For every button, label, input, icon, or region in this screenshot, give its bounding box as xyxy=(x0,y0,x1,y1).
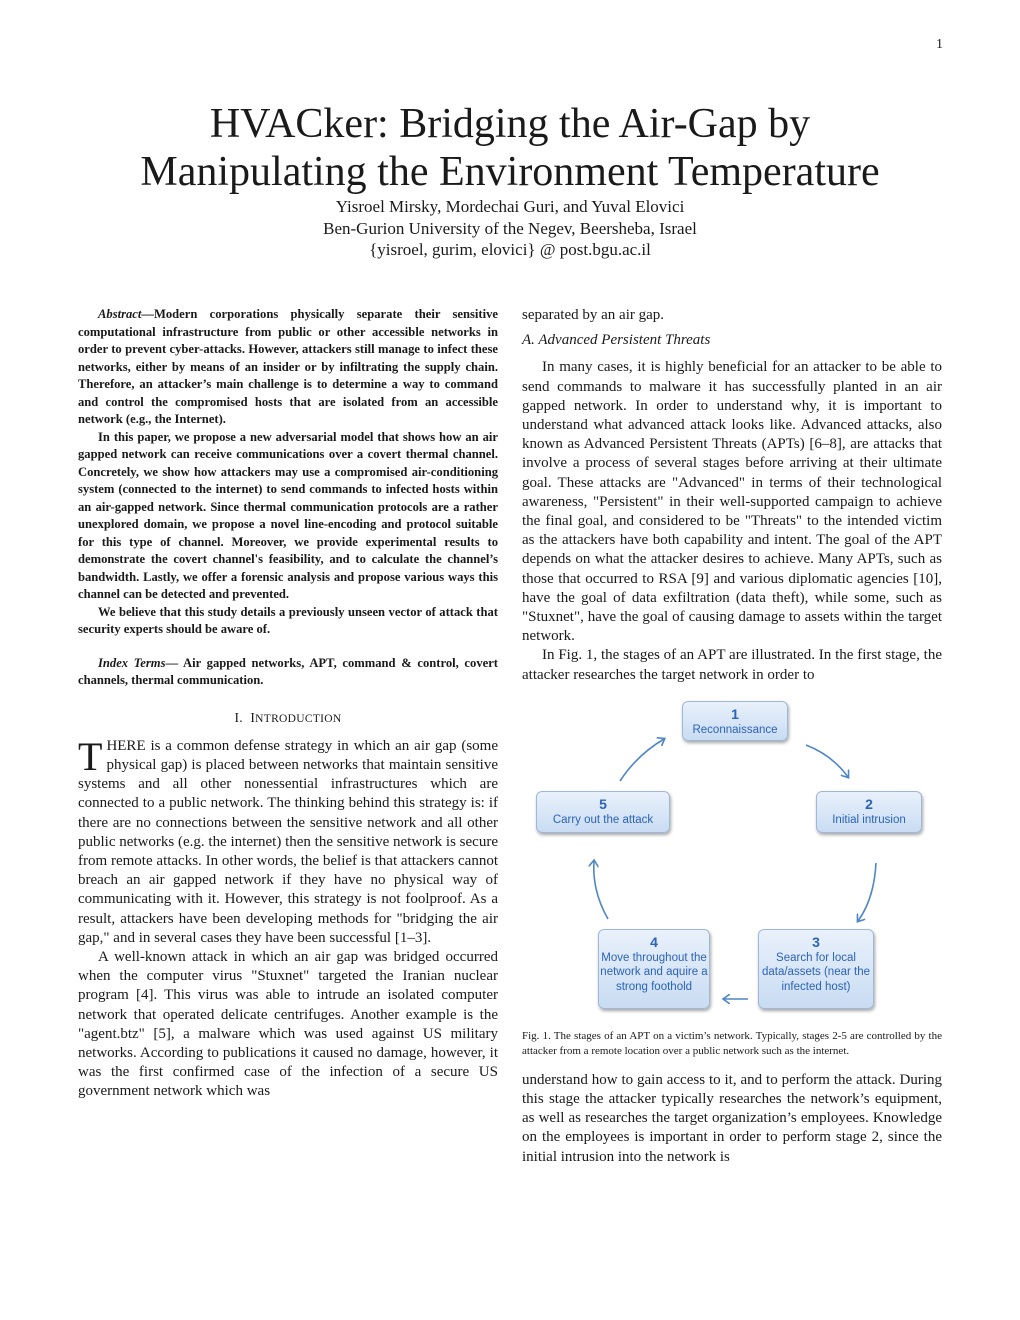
title-line-2: Manipulating the Environment Temperature xyxy=(140,149,880,195)
stage-2-label: Initial intrusion xyxy=(832,813,906,826)
drop-cap: T xyxy=(78,733,103,779)
stage-1-reconnaissance xyxy=(682,701,788,741)
arrow-2-to-3 xyxy=(858,863,876,921)
index-terms-lead: Index Terms xyxy=(98,655,166,670)
paper-title xyxy=(0,100,1020,196)
apt-paragraph-1: In many cases, it is highly beneficial for an attacker to be able to send commands to malware it has successfully planted in an air gapped network. In order to understand why, it is important to understand what advanced attack looks like. Advanced attacks, also known as Advanced Persistent Threats (APTs) [6–8], are attacks that involve a process of several stages before arriving at their ultimate goal. These attacks are "Advanced" in terms of their technological awareness, "Persistent" in their well-supported campaign to achieve the final goal, and considered to be "Threats" to the intended victim as the attackers have both capability and intent. The goal of the APT depends on what the attacker desires to achieve. Many APTs, such as those that occurred to RSA [9] and various diplomatic agencies [10], have the goal of data exfiltration (data theft), while some, such as "Stuxnet", have the goal of causing damage to assets within the target network. xyxy=(522,359,942,645)
section-title-first: I xyxy=(250,709,256,725)
author-block xyxy=(0,196,1020,261)
section-title-rest: NTRODUCTION xyxy=(255,712,342,725)
arrow-5-to-1 xyxy=(620,739,664,781)
stage-5-number: 5 xyxy=(599,795,607,812)
arrow-1-to-2 xyxy=(806,745,848,777)
section-heading-introduction xyxy=(78,708,498,729)
figure-apt-stages xyxy=(522,695,942,1025)
author-affiliation: Ben-Gurion University of the Negev, Beersheba, Israel xyxy=(323,218,697,238)
intro-paragraph-2: A well-known attack in which an air gap was bridged occurred when the computer virus "Stuxnet" targeted the Iranian nuclear program [4]. This virus was able to intrude an isolated computer network that operated delicate centrifuges. Another example is the "agent.btz" [5], a malware which was used against US military networks. According to publications it caused no damage, however, it was the first confirmed case of the infection of a secure US government network which was xyxy=(78,948,498,1100)
abstract-paragraph-3: We believe that this study details a previously unseen vector of attack that security experts should be aware of. xyxy=(78,604,498,636)
stage-3-search-assets xyxy=(758,929,874,1009)
stage-4-number: 4 xyxy=(650,933,658,950)
stage-1-number: 1 xyxy=(731,705,739,722)
apt-paragraph-3: understand how to gain access to it, and to perform the attack. During this stage the attacker typically researches the network’s equipment, as well as researches the target organization’s employees. Knowledge on the employees is important in order to perform stage 2, since the initial intrusion into the network is xyxy=(522,1071,942,1165)
continued-text: separated by an air gap. xyxy=(522,307,665,323)
title-line-1: HVACker: Bridging the Air-Gap by xyxy=(209,101,811,147)
stage-4-label: Move throughout the network and aquire a strong foothold xyxy=(600,951,708,993)
abstract-paragraph-1 xyxy=(78,306,498,429)
abstract xyxy=(78,306,498,639)
left-column xyxy=(78,306,498,1102)
stage-5-label: Carry out the attack xyxy=(552,813,654,826)
stage-4-move-throughout xyxy=(598,929,710,1009)
abstract-lead: Abstract xyxy=(98,307,142,321)
intro-paragraph-1 xyxy=(78,733,498,948)
stage-3-number: 3 xyxy=(812,933,820,950)
index-terms-text: — Air gapped networks, APT, command & control, covert channels, thermal communication. xyxy=(78,655,498,687)
apt-paragraph-2: In Fig. 1, the stages of an APT are illustrated. In the first stage, the attacker researches the target network in order to xyxy=(522,647,942,683)
right-column xyxy=(522,306,942,1167)
figure-caption: Fig. 1. The stages of an APT on a victim’s network. Typically, stages 2-5 are controlled by the attacker from a remote location over a public network such as the internet. xyxy=(522,1029,942,1057)
stage-3-label: Search for local data/assets (near the infected host) xyxy=(761,951,871,993)
index-terms xyxy=(78,655,498,690)
page-number: 1 xyxy=(936,37,943,52)
subsection-heading: A. Advanced Persistent Threats xyxy=(522,332,711,349)
author-email: {yisroel, gurim, elovici} @ post.bgu.ac.il xyxy=(369,240,651,259)
section-number: I. xyxy=(234,709,243,725)
arrow-4-to-5 xyxy=(594,861,608,919)
stage-1-label: Reconnaissance xyxy=(692,723,778,736)
author-names: Yisroel Mirsky, Mordechai Guri, and Yuval Elovici xyxy=(335,197,685,216)
stage-arrows xyxy=(522,695,942,1025)
abstract-text-1: —Modern corporations physically separate their sensitive computational infrastructure from public or other accessible networks in order to prevent cyber-attacks. However, attackers still manage to infect these networks, either by means of an insider or by infiltrating the supply chain. Therefore, an attacker’s main challenge is to determine a way to command and control the compromised hosts that are isolated from an accessible network (e.g., the Internet). xyxy=(78,307,498,426)
intro-text-1: HERE is a common defense strategy in which an air gap (some physical gap) is placed between networks that maintain sensitive systems and all other nonessential infrastructures which are connected to a public network. The thinking behind this strategy is: if there are no connections between the sensitive network and all other public networks (e.g. the internet) then the sensitive network is secure from remote attacks. In other words, the belief is that attackers cannot breach an air gapped network if they have no physical way of communicating with it. However, this strategy is not foolproof. As a result, attackers have been developing methods for "bridging the air gap," and in several cases they have been successful [1–3]. xyxy=(78,737,498,946)
stage-2-initial-intrusion xyxy=(816,791,922,833)
stage-2-number: 2 xyxy=(865,795,873,812)
abstract-paragraph-2: In this paper, we propose a new adversarial model that shows how an air gapped network can receive communications over a covert thermal channel. Concretely, we show how attackers may use a compromised air-conditioning system (connected to the internet) to send commands to infected hosts within an air-gapped network. Since thermal communication protocols are a rather unexplored domain, we propose a novel line-encoding and protocol suitable for this type of channel. Moreover, we provide experimental results to demonstrate the covert channel's feasibility, and to calculate the channel’s bandwidth. Lastly, we offer a forensic analysis and propose various ways this channel can be detected and prevented. xyxy=(78,429,498,601)
stage-5-carry-out xyxy=(536,791,670,833)
